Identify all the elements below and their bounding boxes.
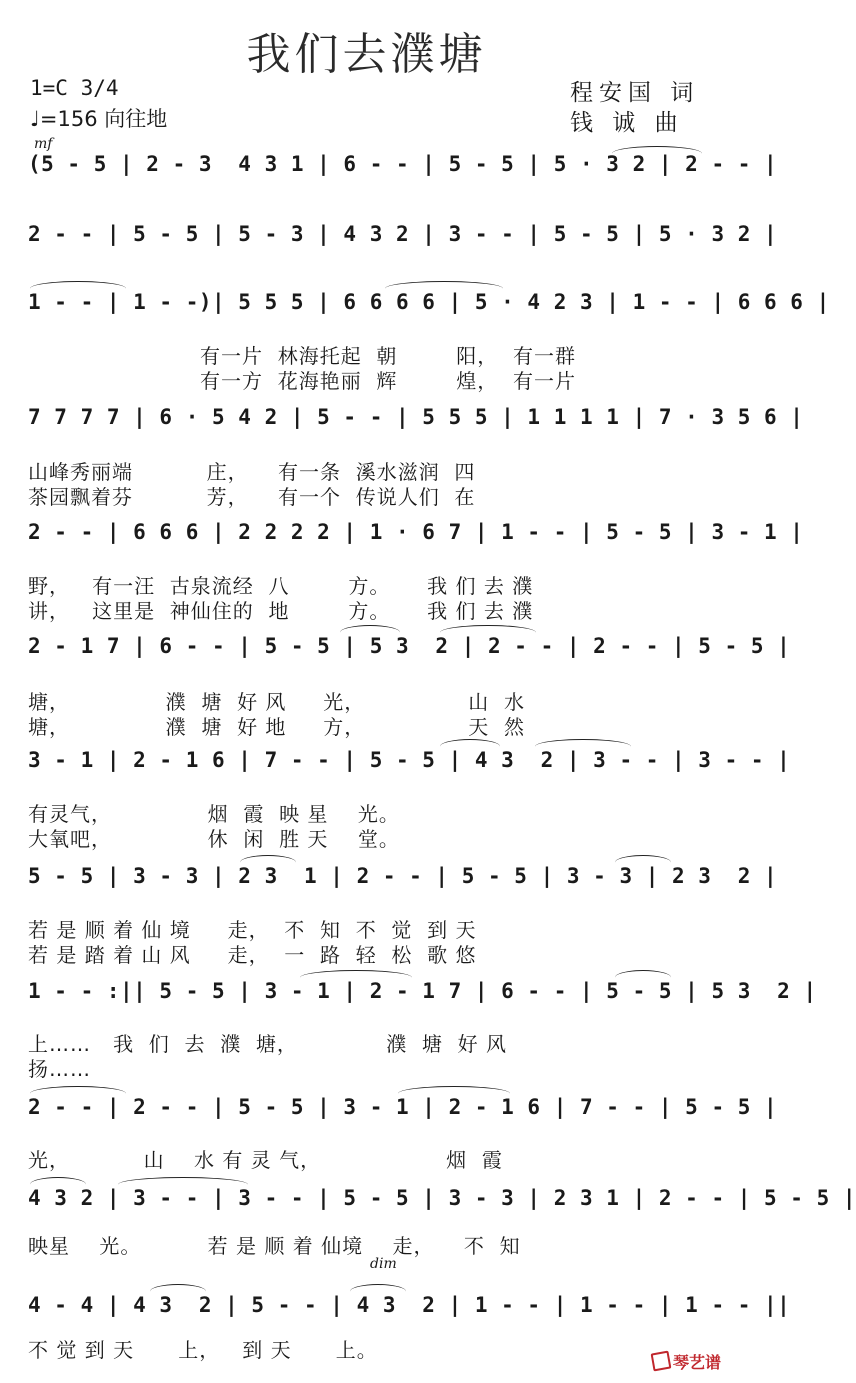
score-line-4: 7 7 7 7 | 6 · 5 4 2 | 5 - - | 5 5 5 | 1 1 1 1 | 7 · 3 5 6 | <box>28 405 804 429</box>
song-title: 我们去濮塘 <box>246 29 487 80</box>
key-signature: 1=C 3/4 <box>30 76 119 100</box>
score-line-1: (5 - 5 | 2 - 3 4 3 1 | 6 - - | 5 - 5 | 5 · 3 2 | 2 - - | <box>28 152 778 176</box>
lyric-line: 光， 山 水 有 灵 气， 烟 霞 <box>28 1148 503 1172</box>
tie-mark <box>30 281 126 296</box>
score-line-2: 2 - - | 5 - 5 | 5 - 3 | 4 3 2 | 3 - - | 5 - 5 | 5 · 3 2 | <box>28 222 778 246</box>
dynamic-dim: dim <box>370 1256 397 1272</box>
lyric-line: 茶园飘着芬 芳， 有一个 传说人们 在 <box>28 485 476 509</box>
lyric-line: 若 是 顺 着 仙 境 走， 不 知 不 觉 到 天 <box>28 918 477 942</box>
slur-mark <box>30 1177 86 1192</box>
lyric-line: 野， 有一汪 古泉流经 八 方。 我 们 去 濮 <box>28 574 534 598</box>
slur-mark <box>615 970 671 985</box>
score-line-10: 2 - - | 2 - - | 5 - 5 | 3 - 1 | 2 - 1 6 | 7 - - | 5 - 5 | <box>28 1095 778 1119</box>
lyric-line: 塘， 濮 塘 好 风 光， 山 水 <box>28 690 525 714</box>
score-line-8: 5 - 5 | 3 - 3 | 2 3 1 | 2 - - | 5 - 5 | 3 - 3 | 2 3 2 | <box>28 864 778 888</box>
score-line-12: 4 - 4 | 4 3 2 | 5 - - | 4 3 2 | 1 - - | 1 - - | 1 - - || <box>28 1293 791 1317</box>
lyricist-credit: 程安国 词 <box>570 80 700 106</box>
score-line-9: 1 - - :|| 5 - 5 | 3 - 1 | 2 - 1 7 | 6 - - | 5 - 5 | 5 3 2 | <box>28 979 817 1003</box>
lyric-line: 讲， 这里是 神仙住的 地 方。 我 们 去 濮 <box>28 599 534 623</box>
slur-mark <box>615 855 671 870</box>
slur-mark <box>398 1086 510 1101</box>
score-line-6: 2 - 1 7 | 6 - - | 5 - 5 | 5 3 2 | 2 - - | 2 - - | 5 - 5 | <box>28 634 791 658</box>
lyric-line: 有一方 花海艳丽 辉 煌， 有一片 <box>200 369 577 393</box>
watermark-logo <box>652 1350 721 1373</box>
lyric-line: 有一片 林海托起 朝 阳， 有一群 <box>200 344 577 368</box>
tempo-marking: ♩=156 向往地 <box>30 107 168 131</box>
composer-credit: 钱 诚 曲 <box>570 110 684 136</box>
lyric-line: 山峰秀丽端 庄， 有一条 溪水滋润 四 <box>28 460 476 484</box>
slur-mark <box>300 970 412 985</box>
tie-mark <box>612 146 702 161</box>
lyric-line: 上…… 我 们 去 濮 塘， 濮 塘 好 风 <box>28 1032 508 1056</box>
lyric-line: 若 是 踏 着 山 风 走， 一 路 轻 松 歌 悠 <box>28 943 477 967</box>
score-line-7: 3 - 1 | 2 - 1 6 | 7 - - | 5 - 5 | 4 3 2 | 3 - - | 3 - - | <box>28 748 791 772</box>
score-line-5: 2 - - | 6 6 6 | 2 2 2 2 | 1 · 6 7 | 1 - - | 5 - 5 | 3 - 1 | <box>28 520 804 544</box>
score-line-3: 1 - - | 1 - -)| 5 5 5 | 6 6 6 6 | 5 · 4 2 3 | 1 - - | 6 6 6 | <box>28 290 830 314</box>
watermark-text: 琴艺谱 <box>673 1353 722 1372</box>
lyric-line: 映星 光。 若 是 顺 着 仙境 走， 不 知 <box>28 1234 521 1258</box>
dynamic-mf: mf <box>34 136 53 152</box>
tie-mark <box>535 739 631 754</box>
score-line-11: 4 3 2 | 3 - - | 3 - - | 5 - 5 | 3 - 3 | 2 3 1 | 2 - - | 5 - 5 | <box>28 1186 856 1210</box>
slur-mark <box>350 1284 406 1299</box>
logo-icon <box>651 1351 672 1372</box>
lyric-line: 有灵气， 烟 霞 映 星 光。 <box>28 802 400 826</box>
tie-mark <box>385 281 503 296</box>
tie-mark <box>440 625 536 640</box>
lyric-line: 大氧吧， 休 闲 胜 天 堂。 <box>28 827 400 851</box>
lyric-line: 扬…… <box>28 1057 91 1081</box>
slur-mark <box>150 1284 206 1299</box>
tie-mark <box>118 1177 248 1192</box>
lyric-line: 不 觉 到 天 上， 到 天 上。 <box>28 1338 378 1362</box>
slur-mark <box>240 855 296 870</box>
slur-mark <box>440 739 500 754</box>
lyric-line: 塘， 濮 塘 好 地 方， 天 然 <box>28 715 525 739</box>
slur-mark <box>340 625 400 640</box>
tie-mark <box>30 1086 126 1101</box>
